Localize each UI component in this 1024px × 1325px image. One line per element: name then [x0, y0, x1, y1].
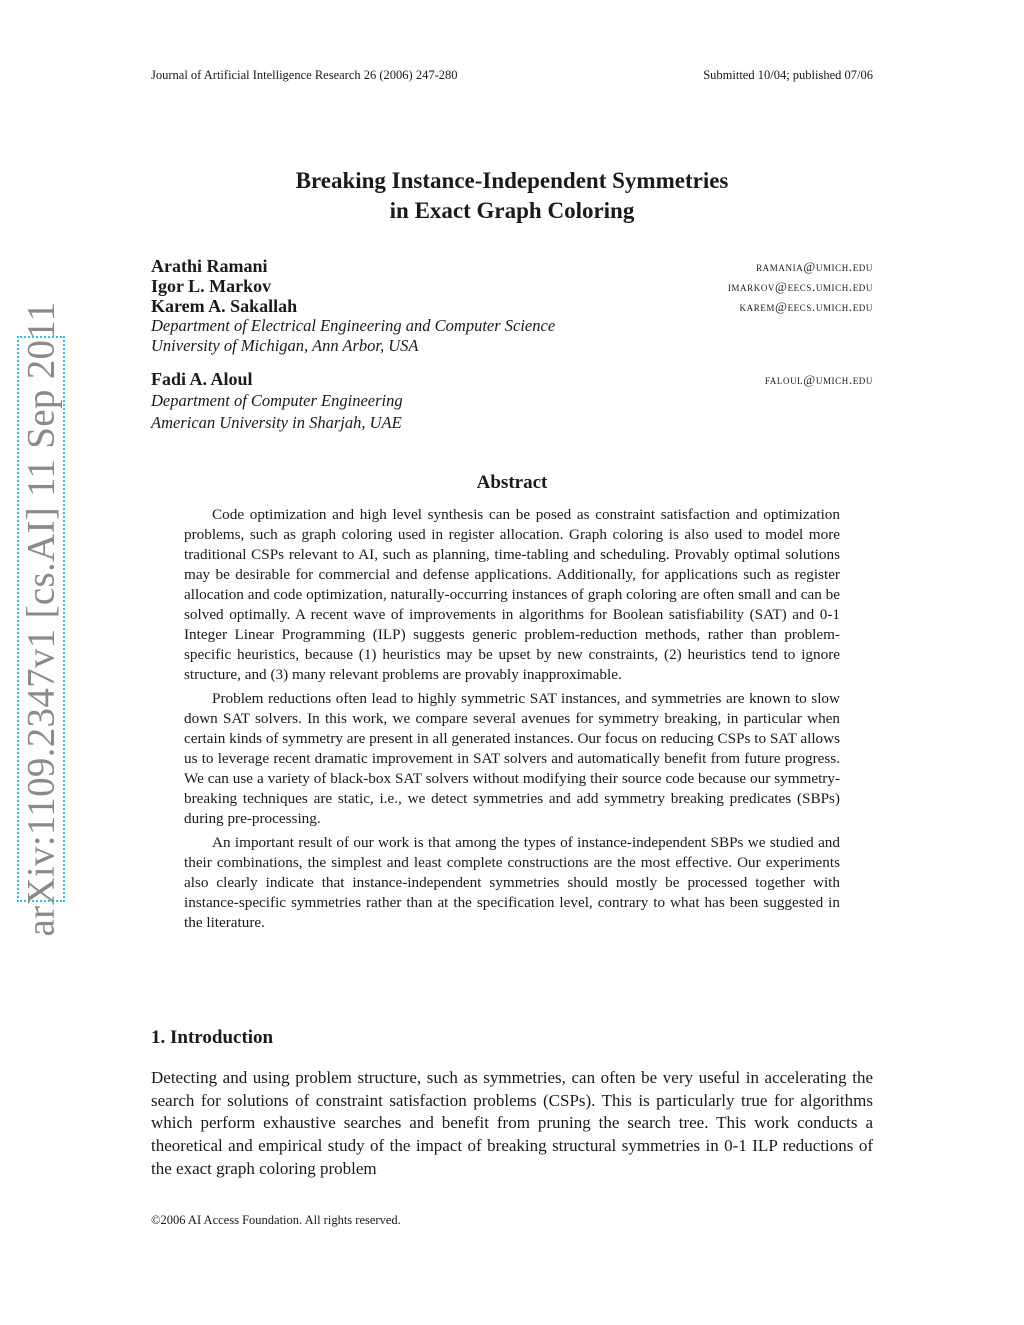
author-row	[151, 256, 873, 276]
arxiv-side-stamp	[17, 301, 65, 937]
affiliation-university: American University in Sharjah, UAE	[151, 413, 402, 432]
author-row	[151, 296, 873, 316]
author-row	[151, 369, 873, 389]
abstract-paragraph: Problem reductions often lead to highly symmetric SAT instances, and symmetries are known to slow down SAT solvers. In this work, we compare several avenues for symmetry breaking, in particular when certain kinds of symmetry are present in all generated instances. Our focus on reducing CSPs to SAT allows us to leverage recent dramatic improvement in SAT solvers and automatically benefit from future progress. We can use a variety of black-box SAT solvers without modifying their source code because our symmetry-breaking techniques are static, i.e., we detect symmetries and add symmetry breaking predicates (SBPs) during pre-processing.	[184, 690, 841, 827]
author-email: imarkov@eecs.umich.edu	[727, 279, 873, 294]
abstract-heading: Abstract	[476, 472, 548, 493]
title-line-2: in Exact Graph Coloring	[389, 198, 635, 223]
author-email: karem@eecs.umich.edu	[739, 299, 873, 314]
author-row	[151, 276, 873, 296]
affiliation-university: University of Michigan, Ann Arbor, USA	[151, 336, 419, 355]
affiliation-department: Department of Computer Engineering	[151, 391, 403, 410]
running-header-dates: Submitted 10/04; published 07/06	[703, 68, 873, 82]
introduction-body	[151, 1067, 873, 1181]
affiliation-department: Department of Electrical Engineering and Computer Science	[151, 316, 556, 335]
introduction-paragraph: Detecting and using problem structure, such as symmetries, can often be very useful in accelerating the search for solutions of constraint satisfaction problems (CSPs). This is particularly true for algorithms which perform exhaustive searches and benefit from pruning the search tree. This work conducts a theoretical and empirical study of the impact of breaking structural symmetries in 0-1 ILP reductions of the exact graph coloring problem	[151, 1068, 873, 1178]
title-line-1: Breaking Instance-Independent Symmetries	[295, 168, 729, 193]
author-name: Igor L. Markov	[151, 276, 272, 296]
running-header-journal: Journal of Artificial Intelligence Research 26 (2006) 247-280	[151, 68, 458, 82]
copyright-notice: ©2006 AI Access Foundation. All rights reserved.	[151, 1213, 401, 1227]
author-email: ramania@umich.edu	[756, 259, 873, 274]
abstract-body	[184, 505, 840, 937]
author-name: Fadi A. Aloul	[151, 369, 253, 389]
paper-title	[151, 166, 873, 226]
abstract-paragraph: An important result of our work is that among the types of instance-independent SBPs we studied and their combinations, the simplest and least complete constructions are the most effective. Our experiments also clearly indicate that instance-independent symmetries should mostly be processed together with instance-specific symmetries rather than at the specification level, contrary to what has been suggested in the literature.	[184, 834, 840, 931]
author-email: faloul@umich.edu	[764, 372, 873, 387]
arxiv-identifier: arXiv:1109.2347v1 [cs.AI] 11 Sep 2011	[19, 301, 63, 937]
author-name: Arathi Ramani	[151, 256, 268, 276]
author-name: Karem A. Sakallah	[151, 296, 298, 316]
abstract-paragraph: Code optimization and high level synthesis can be posed as constraint satisfaction and optimization problems, such as graph coloring used in register allocation. Graph coloring is also used to model more traditional CSPs relevant to AI, such as planning, time-tabling and scheduling. Provably optimal solutions may be desirable for commercial and defense applications. Additionally, for applications such as register allocation and code optimization, naturally-occurring instances of graph coloring are often small and can be solved optimally. A recent wave of improvements in algorithms for Boolean satisfiability (SAT) and 0-1 Integer Linear Programming (ILP) suggests generic problem-reduction methods, rather than problem-specific heuristics, because (1) heuristics may be upset by new constraints, (2) heuristics tend to ignore structure, and (3) many relevant problems are provably inapproximable.	[184, 506, 840, 683]
section-heading-introduction: 1. Introduction	[151, 1027, 274, 1048]
